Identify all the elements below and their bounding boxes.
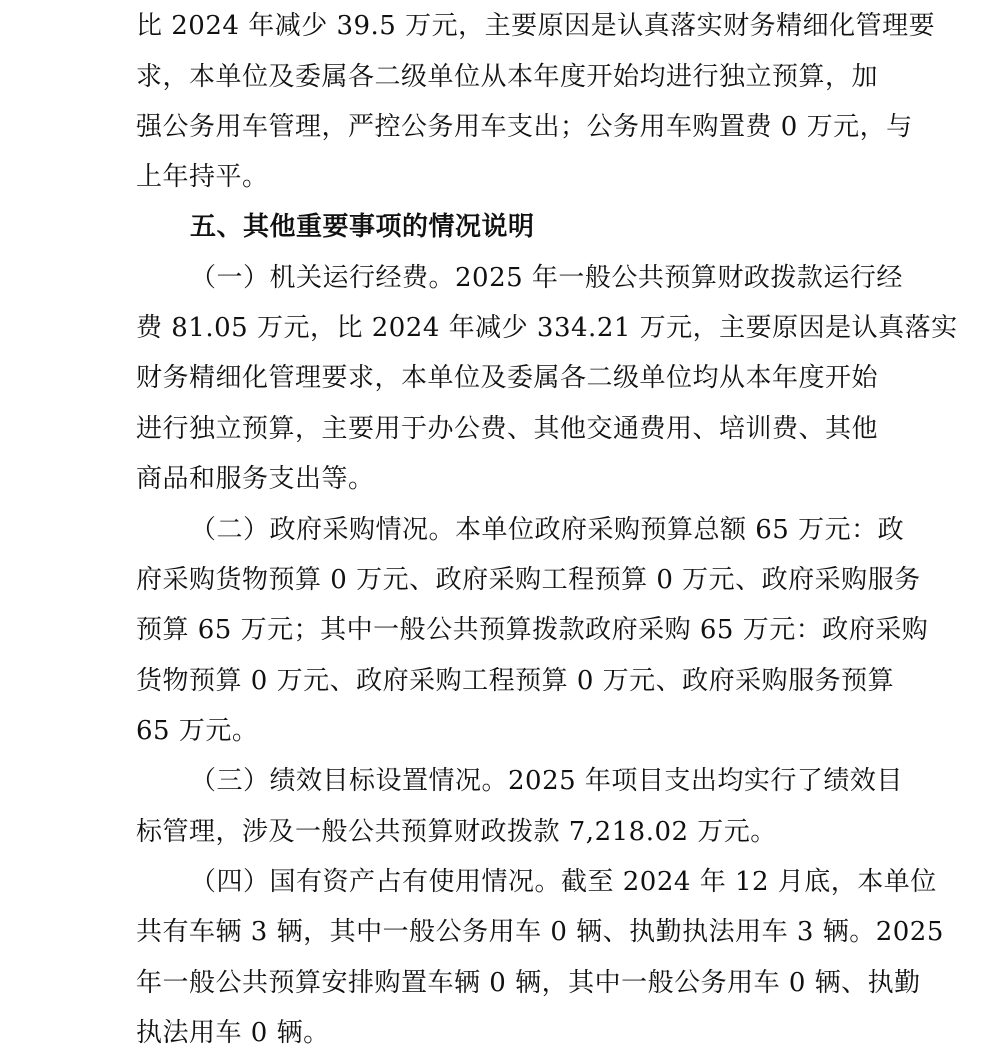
paragraph-line: 强公务用车管理，严控公务用车支出；公务用车购置费 0 万元，与	[136, 112, 913, 142]
paragraph-line: （二）政府采购情况。本单位政府采购预算总额 65 万元：政	[190, 515, 905, 545]
paragraph-line: （三）绩效目标设置情况。2025 年项目支出均实行了绩效目	[190, 766, 903, 796]
paragraph-line: 府采购货物预算 0 万元、政府采购工程预算 0 万元、政府采购服务	[136, 565, 921, 595]
paragraph-line: 执法用车 0 辆。	[136, 1018, 330, 1048]
paragraph-line: 标管理，涉及一般公共预算财政拨款 7,218.02 万元。	[136, 817, 777, 847]
paragraph-line: 财务精细化管理要求，本单位及委属各二级单位均从本年度开始	[136, 363, 879, 393]
paragraph-line: （一）机关运行经费。2025 年一般公共预算财政拨款运行经	[190, 263, 903, 293]
paragraph-line: 商品和服务支出等。	[136, 464, 375, 494]
paragraph-line: 上年持平。	[136, 162, 269, 192]
paragraph-line: 进行独立预算，主要用于办公费、其他交通费用、培训费、其他	[136, 414, 879, 444]
paragraph-line: 费 81.05 万元，比 2024 年减少 334.21 万元，主要原因是认真落实	[136, 313, 958, 343]
paragraph-line: 比 2024 年减少 39.5 万元，主要原因是认真落实财务精细化管理要	[136, 11, 936, 41]
paragraph-line: （四）国有资产占有使用情况。截至 2024 年 12 月底，本单位	[190, 867, 937, 897]
paragraph-line: 预算 65 万元；其中一般公共预算拨款政府采购 65 万元：政府采购	[136, 615, 929, 645]
paragraph-line: 65 万元。	[136, 716, 259, 746]
paragraph-line: 货物预算 0 万元、政府采购工程预算 0 万元、政府采购服务预算	[136, 666, 895, 696]
paragraph-line: 求，本单位及委属各二级单位从本年度开始均进行独立预算，加	[136, 62, 879, 92]
paragraph-line: 年一般公共预算安排购置车辆 0 辆，其中一般公务用车 0 辆、执勤	[136, 968, 921, 998]
section-heading: 五、其他重要事项的情况说明	[190, 212, 535, 242]
paragraph-line: 共有车辆 3 辆，其中一般公务用车 0 辆、执勤执法用车 3 辆。2025	[136, 917, 944, 947]
